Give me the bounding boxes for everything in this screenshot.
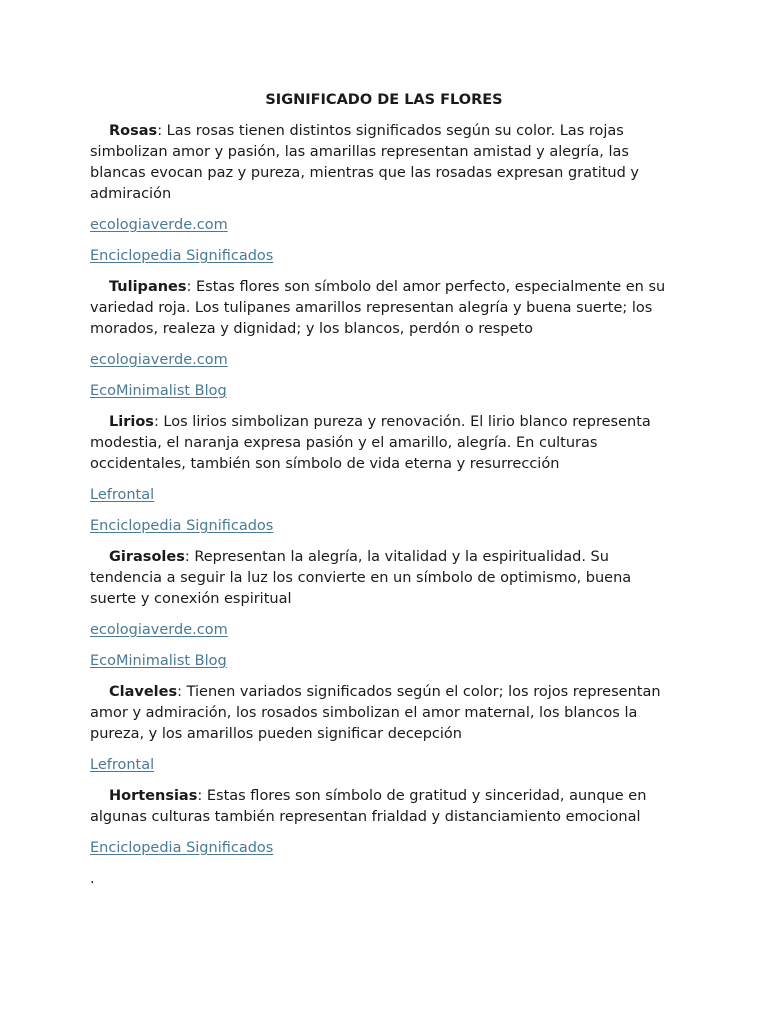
- source-link-line: [90, 215, 678, 236]
- flower-description: : Representan la alegría, la vitalidad y la espiritualidad. Su tendencia a seguir la luz los convierte en un símbolo de optimismo, buena suerte y conexión espiritual: [90, 549, 632, 607]
- source-link-line: [90, 620, 678, 641]
- flower-name: Rosas: [109, 123, 158, 139]
- source-link[interactable]: ecologiaverde.com: [90, 622, 228, 638]
- flower-paragraph-hortensias: [90, 786, 678, 828]
- source-link[interactable]: Enciclopedia Significados: [90, 518, 274, 534]
- source-link[interactable]: Lefrontal: [90, 757, 155, 773]
- flower-name: Hortensias: [109, 788, 198, 804]
- source-link[interactable]: ecologiaverde.com: [90, 217, 228, 233]
- source-link-line: [90, 350, 678, 371]
- source-link-line: [90, 516, 678, 537]
- source-link[interactable]: EcoMinimalist Blog: [90, 383, 227, 399]
- source-link[interactable]: Enciclopedia Significados: [90, 840, 274, 856]
- flower-paragraph-claveles: [90, 682, 678, 745]
- source-link[interactable]: EcoMinimalist Blog: [90, 653, 227, 669]
- source-link[interactable]: Lefrontal: [90, 487, 155, 503]
- source-link-line: [90, 838, 678, 859]
- flower-description: : Estas flores son símbolo de gratitud y sinceridad, aunque en algunas culturas también representan frialdad y distanciamiento emocional: [90, 788, 647, 825]
- flower-description: : Las rosas tienen distintos significados según su color. Las rojas simbolizan amor y pasión, las amarillas representan amistad y alegría, las blancas evocan paz y pureza, mientras que las rosadas expresan gratitud y admiración: [90, 123, 639, 202]
- flower-description: : Tienen variados significados según el color; los rojos representan amor y admiración, los rosados simbolizan el amor maternal, los blancos la pureza, y los amarillos pueden significar decepción: [90, 684, 661, 742]
- source-link[interactable]: Enciclopedia Significados: [90, 248, 274, 264]
- source-link-line: [90, 485, 678, 506]
- flower-paragraph-rosas: [90, 121, 678, 205]
- source-link-line: [90, 381, 678, 402]
- flower-sections: [90, 121, 678, 859]
- document-title: SIGNIFICADO DE LAS FLORES: [265, 92, 503, 108]
- trailing-dot: .: [90, 871, 95, 887]
- flower-paragraph-girasoles: [90, 547, 678, 610]
- flower-name: Tulipanes: [109, 279, 187, 295]
- flower-name: Girasoles: [109, 549, 185, 565]
- flower-name: Claveles: [109, 684, 178, 700]
- source-link-line: [90, 651, 678, 672]
- flower-name: Lirios: [109, 414, 154, 430]
- source-link-line: [90, 246, 678, 267]
- source-link-line: [90, 755, 678, 776]
- flower-description: : Estas flores son símbolo del amor perfecto, especialmente en su variedad roja. Los tulipanes amarillos representan alegría y buena suerte; los morados, realeza y dignidad; y los blancos, perdón o respeto: [90, 279, 666, 337]
- flower-paragraph-tulipanes: [90, 277, 678, 340]
- flower-description: : Los lirios simbolizan pureza y renovación. El lirio blanco representa modestia, el naranja expresa pasión y el amarillo, alegría. En culturas occidentales, también son símbolo de vida eterna y resurrección: [90, 414, 651, 472]
- source-link[interactable]: ecologiaverde.com: [90, 352, 228, 368]
- flower-paragraph-lirios: [90, 412, 678, 475]
